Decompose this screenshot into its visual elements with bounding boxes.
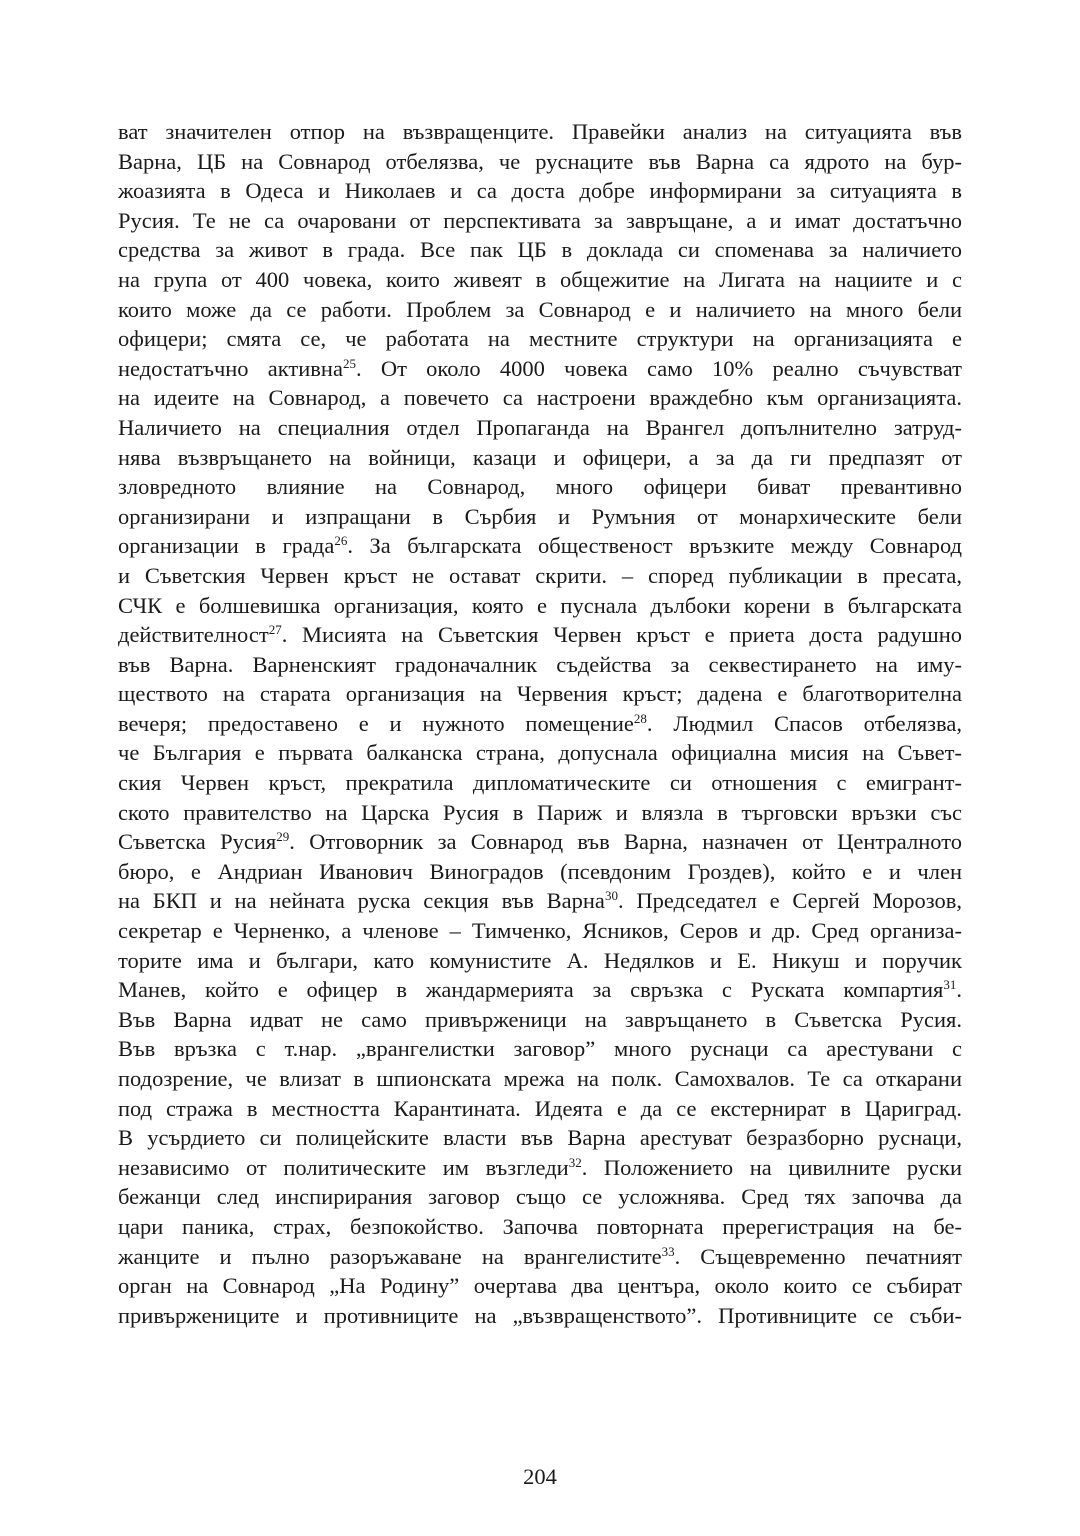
text-line <box>118 738 962 768</box>
text-line <box>118 235 962 265</box>
text-line <box>118 1271 962 1301</box>
text-line <box>118 502 962 532</box>
text-segment: . Отговорник за Совнарод във Варна, назначен от Централното <box>289 829 962 855</box>
text-line <box>118 295 962 325</box>
text-segment: Манев, който е офицер в жандармерията за свръзка с Руската компартия <box>118 977 944 1003</box>
text-segment: подозрение, че влизат в шпионската мрежа на полк. Самохвалов. Те са откарани <box>118 1066 962 1091</box>
text-line <box>118 383 962 413</box>
text-segment: действителност <box>118 622 269 648</box>
text-line <box>118 798 962 828</box>
footnote-reference: 29 <box>276 829 290 845</box>
text-line <box>118 413 962 443</box>
text-segment: организации в града <box>118 533 335 559</box>
text-line <box>118 1242 962 1272</box>
text-segment: и Съветския Червен кръст не остават скрити. – според публикации в пресата, <box>118 562 962 588</box>
text-segment: нява възвръщането на войници, казаци и офицери, а за да ги предпазят от <box>118 444 962 470</box>
text-segment: офицери; смята се, че работата на местните структури на организацията е <box>118 326 962 352</box>
text-line <box>118 206 962 236</box>
text-line <box>118 946 962 976</box>
text-line <box>118 975 962 1005</box>
text-segment: Русия. Те не са очаровани от перспективата за завръщане, а и имат достатъчно <box>118 207 962 233</box>
text-segment: Наличието на специалния отдел Пропаганда на Врангел допълнително затруд- <box>118 414 962 440</box>
text-segment: на идеите на Совнарод, а повечето са настроени враждебно към организацията. <box>118 385 962 411</box>
text-segment: Варна, ЦБ на Совнарод отбелязва, че руснаците във Варна са ядрото на бур- <box>118 148 962 174</box>
text-segment: торите има и българи, като комунистите А. Недялков и Е. Никуш и поручик <box>118 947 962 973</box>
footnote-reference: 30 <box>604 888 618 904</box>
text-segment: . Председател е Сергей Морозов, <box>617 888 963 914</box>
text-line <box>118 472 962 502</box>
text-segment: Във Варна идват не само привърженици на завръщането в Съветска Русия. <box>118 1006 962 1032</box>
text-line <box>118 857 962 887</box>
text-line <box>118 561 962 591</box>
text-line <box>118 1153 962 1183</box>
text-segment: бюро, е Андриан Иванович Виноградов (псевдоним Гроздев), който е и член <box>118 858 962 884</box>
text-segment: . От около 4000 човека само 10% реално съчувстват <box>355 355 962 381</box>
text-line <box>118 1005 962 1035</box>
page-number: 204 <box>523 1464 557 1489</box>
text-line <box>118 1182 962 1212</box>
text-segment: зловредното влияние на Совнарод, много офицери биват превантивно <box>118 474 962 500</box>
text-segment: във Варна. Варненският градоначалник съдейства за секвестирането на иму- <box>118 651 962 677</box>
text-segment: ския Червен кръст, прекратила дипломатическите си отношения с емигрант- <box>118 770 962 796</box>
text-segment: . За българската общественост връзките между Совнарод <box>347 533 962 559</box>
text-segment: жанците и пълно разоръжаване на врангелистите <box>118 1243 662 1269</box>
text-line <box>118 1301 962 1331</box>
text-line <box>118 265 962 295</box>
text-segment: на БКП и на нейната руска секция във Варна <box>118 888 605 914</box>
text-segment: които може да се работи. Проблем за Совнарод е и наличието на много бели <box>118 296 962 322</box>
text-segment: под стража в местността Карантината. Идеята е да се екстернират в Цариград. <box>118 1095 962 1121</box>
text-line <box>118 1064 962 1094</box>
text-line <box>118 886 962 916</box>
text-line <box>118 709 962 739</box>
text-segment: недостатъчно активна <box>118 355 343 381</box>
text-segment: . Същевременно печатният <box>674 1243 962 1269</box>
text-segment: средства за живот в града. Все пак ЦБ в доклада си споменава за наличието <box>118 237 962 263</box>
text-line <box>118 176 962 206</box>
text-line <box>118 1212 962 1242</box>
text-segment: секретар е Черненко, а членове – Тимченко, Ясников, Серов и др. Сред организа- <box>118 918 962 944</box>
text-segment: привържениците и противниците на „възвращенството”. Противниците се съби- <box>118 1302 962 1328</box>
text-segment: бежанци след инспирирания заговор също се усложнява. Сред тях започва да <box>118 1184 962 1210</box>
text-line <box>118 679 962 709</box>
text-segment: че България е първата балканска страна, допуснала официална мисия на Съвет- <box>118 740 962 766</box>
text-line <box>118 1094 962 1124</box>
footnote-reference: 33 <box>661 1243 675 1259</box>
text-line <box>118 354 962 384</box>
text-segment: жоазията в Одеса и Николаев и са доста добре информирани за ситуацията в <box>118 178 962 204</box>
text-segment: вечеря; предоставено е и нужното помещение <box>118 710 634 736</box>
text-line <box>118 916 962 946</box>
body-text <box>118 117 962 1330</box>
text-line <box>118 827 962 857</box>
text-segment: В усърдието си полицейските власти във Варна арестуват безразборно руснаци, <box>118 1125 962 1151</box>
text-segment: . Мисията на Съветския Червен кръст е приета доста радушно <box>281 622 962 648</box>
text-segment: Във връзка с т.нар. „врангелистки заговор” много руснаци са арестувани с <box>118 1036 962 1062</box>
text-line <box>118 1034 962 1064</box>
text-line <box>118 531 962 561</box>
text-segment: орган на Совнарод „На Родину” очертава два центъра, около които се събират <box>118 1273 962 1299</box>
text-segment: . <box>956 977 962 1003</box>
footnote-reference: 31 <box>943 977 957 993</box>
footnote-reference: 32 <box>568 1154 582 1170</box>
text-line <box>118 650 962 680</box>
text-segment: ското правителство на Царска Русия в Париж и влязла в търговски връзки със <box>118 799 962 825</box>
text-line <box>118 768 962 798</box>
text-line <box>118 591 962 621</box>
text-line <box>118 443 962 473</box>
text-segment: СЧК е болшевишка организация, която е пуснала дълбоки корени в българската <box>118 592 962 618</box>
text-line <box>118 1123 962 1153</box>
text-segment: цари паника, страх, безпокойство. Започва повторната пререгистрация на бе- <box>118 1213 962 1239</box>
text-segment: независимо от политическите им възгледи <box>118 1154 569 1180</box>
text-segment: . Положението на цивилните руски <box>581 1154 962 1180</box>
text-segment: на група от 400 човека, които живеят в общежитие на Лигата на нациите и с <box>118 266 962 292</box>
footnote-reference: 28 <box>633 710 647 726</box>
text-line <box>118 620 962 650</box>
text-segment: организирани и изпращани в Сърбия и Румъния от монархическите бели <box>118 503 962 529</box>
text-line <box>118 324 962 354</box>
footnote-reference: 27 <box>268 622 282 638</box>
footnote-reference: 25 <box>342 355 356 371</box>
text-line <box>118 117 962 147</box>
text-line <box>118 147 962 177</box>
footnote-reference: 26 <box>334 533 348 549</box>
text-segment: Съветска Русия <box>118 829 277 855</box>
text-segment: . Людмил Спасов отбелязва, <box>646 710 962 736</box>
text-segment: ществото на старата организация на Червения кръст; дадена е благотворителна <box>118 681 962 707</box>
text-segment: ват значителен отпор на възвращенците. Правейки анализ на ситуацията във <box>118 119 962 144</box>
